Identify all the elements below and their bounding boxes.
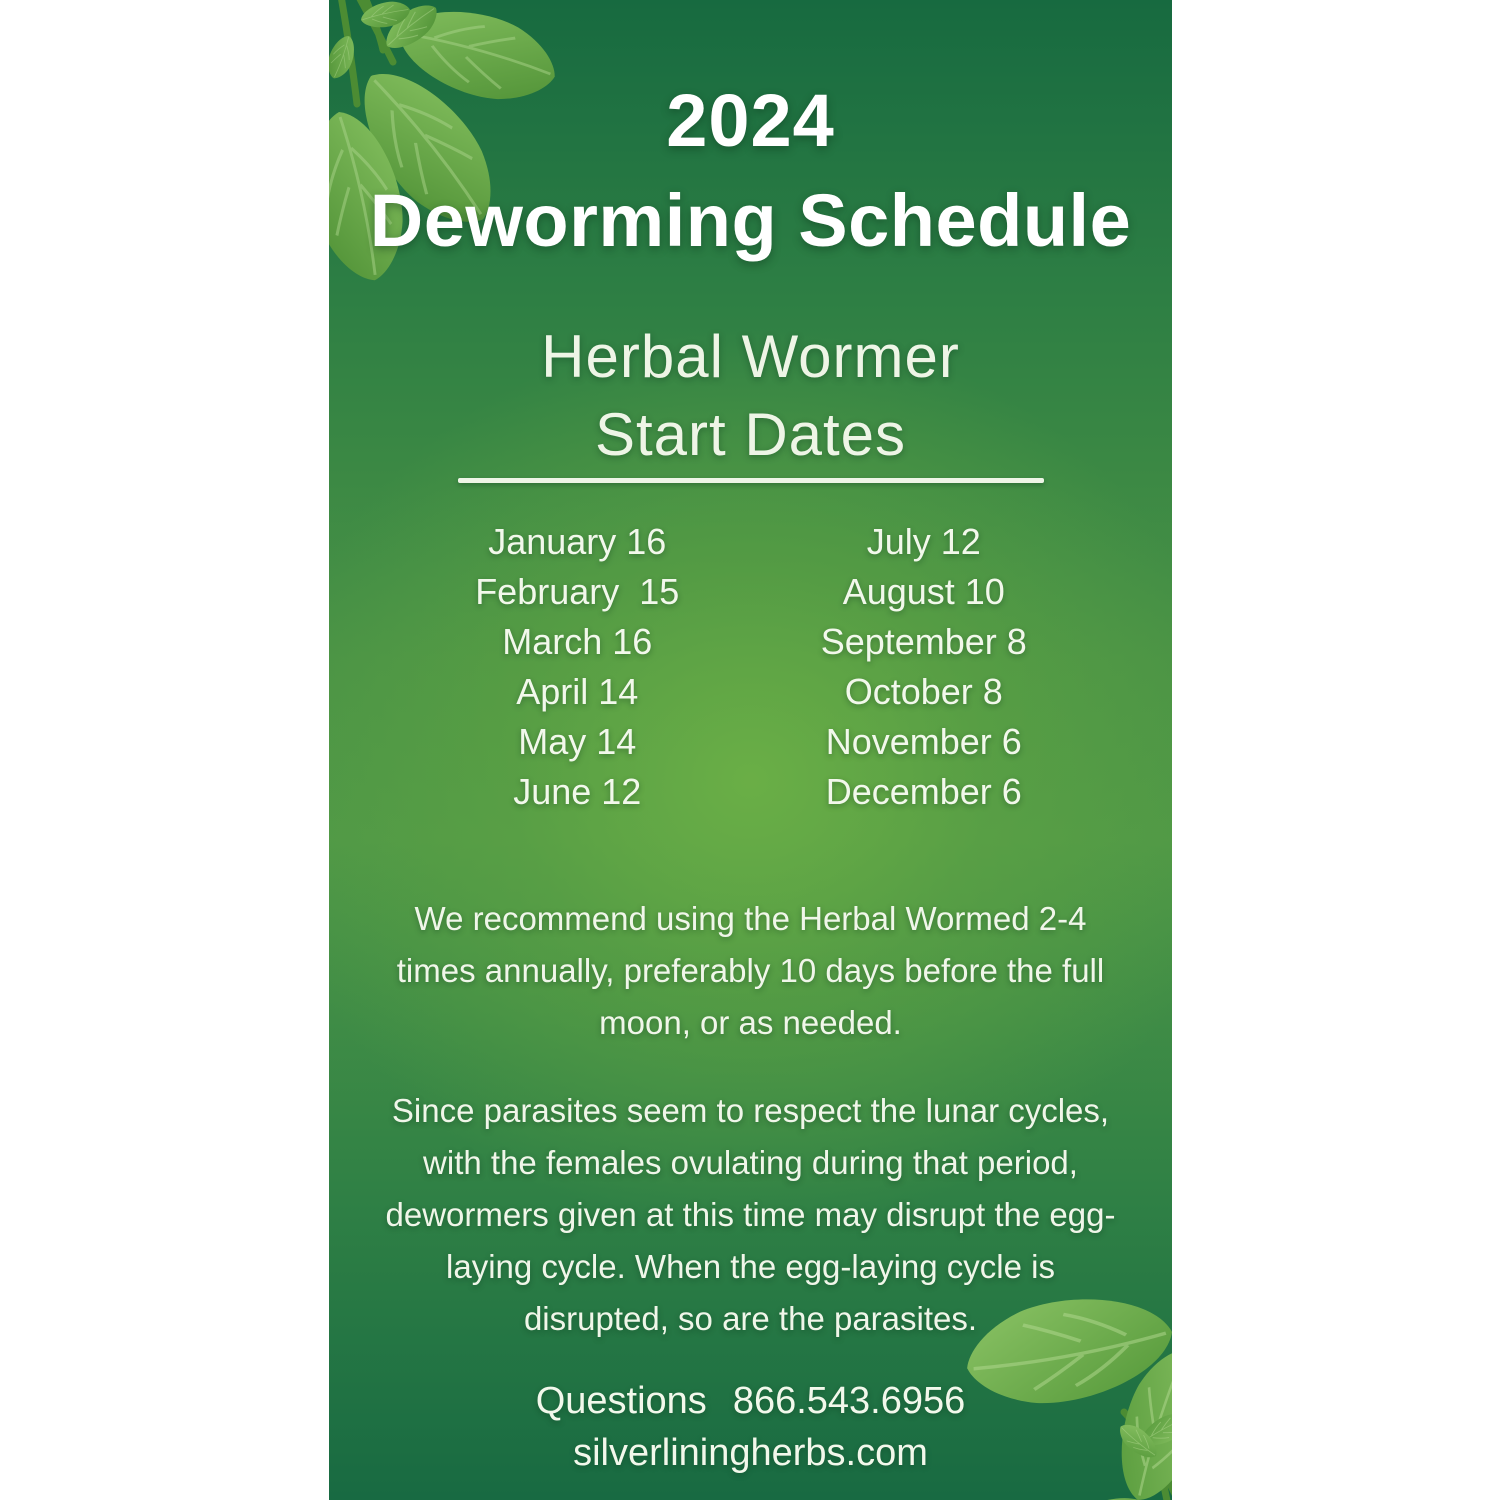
schedule-date: May 14 bbox=[518, 721, 637, 762]
schedule-date: September 8 bbox=[820, 621, 1027, 662]
subtitle-underline bbox=[458, 478, 1044, 483]
schedule-date: December 6 bbox=[825, 771, 1022, 812]
title-year: 2024 bbox=[666, 79, 835, 162]
paragraph-line: We recommend using the Herbal Wormed 2-4 bbox=[414, 900, 1087, 937]
paragraph-line: with the females ovulating during that period, bbox=[423, 1144, 1078, 1181]
title-main: Deworming Schedule bbox=[369, 179, 1132, 262]
schedule-column-right bbox=[751, 517, 1098, 817]
lunar-cycle-paragraph bbox=[360, 1085, 1142, 1345]
contact-line-phone bbox=[329, 1375, 1172, 1427]
schedule-date: April 14 bbox=[516, 671, 639, 712]
schedule-date: November 6 bbox=[825, 721, 1022, 762]
recommendation-paragraph bbox=[360, 893, 1142, 1049]
paragraph-line: times annually, preferably 10 days before the full bbox=[396, 952, 1105, 989]
schedule-date: July 12 bbox=[866, 521, 981, 562]
schedule-date: January 16 bbox=[488, 521, 667, 562]
subtitle bbox=[329, 318, 1172, 474]
contact-block bbox=[329, 1375, 1172, 1479]
schedule-date: June 12 bbox=[513, 771, 642, 812]
schedule-date: February 15 bbox=[475, 571, 680, 612]
paragraph-line: moon, or as needed. bbox=[599, 1004, 902, 1041]
contact-website: silverliningherbs.com bbox=[573, 1432, 928, 1474]
paragraph-line: disrupted, so are the parasites. bbox=[523, 1300, 978, 1337]
paragraph-line: dewormers given at this time may disrupt the egg- bbox=[385, 1196, 1116, 1233]
schedule-table bbox=[329, 517, 1172, 817]
paragraph-line: laying cycle. When the egg-laying cycle is bbox=[446, 1248, 1055, 1285]
paragraph-line: Since parasites seem to respect the lunar cycles, bbox=[391, 1092, 1110, 1129]
subtitle-line-2: Start Dates bbox=[594, 401, 907, 468]
schedule-date: August 10 bbox=[842, 571, 1005, 612]
subtitle-line-1: Herbal Wormer bbox=[541, 323, 960, 390]
schedule-date: October 8 bbox=[844, 671, 1003, 712]
schedule-date: March 16 bbox=[502, 621, 653, 662]
poster-content bbox=[329, 79, 1172, 1479]
contact-questions-label: Questions bbox=[535, 1380, 707, 1422]
poster bbox=[329, 0, 1172, 1500]
contact-phone-number: 866.543.6956 bbox=[732, 1380, 966, 1422]
schedule-column-left bbox=[404, 517, 751, 817]
